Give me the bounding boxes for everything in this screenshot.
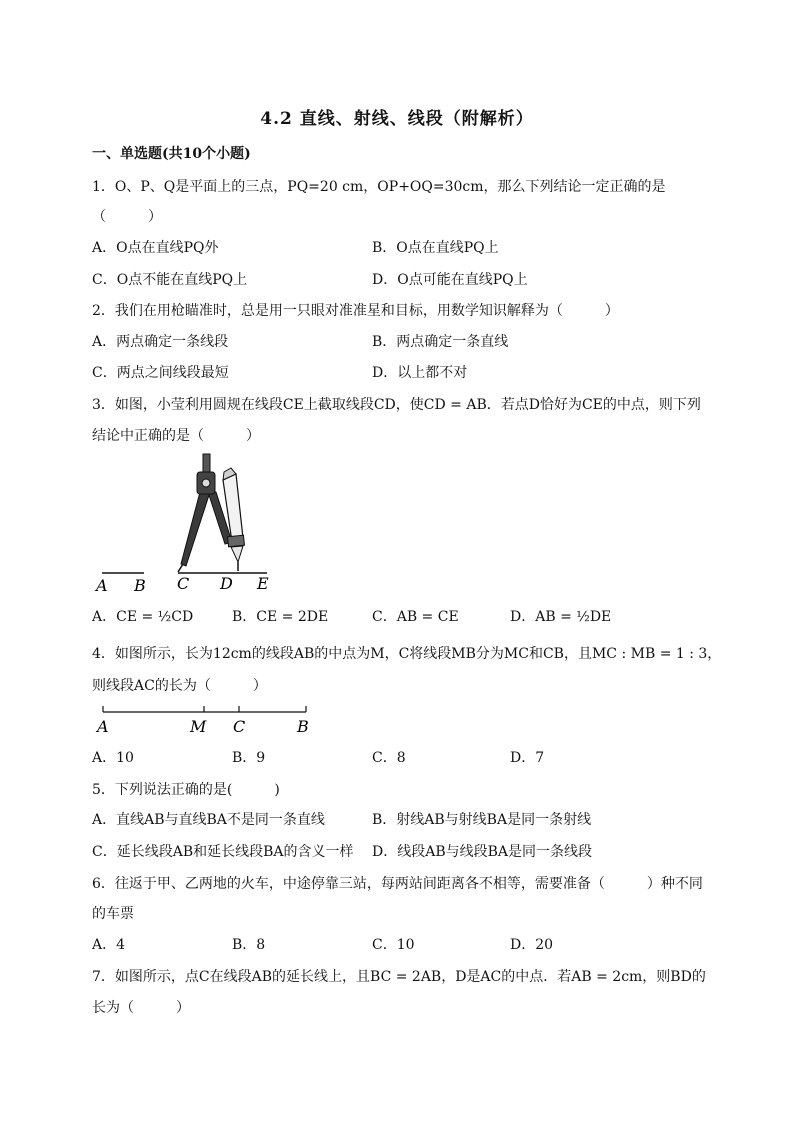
label-c: C: [233, 717, 246, 736]
question-5-option-a: A．直线AB与直线BA不是同一条直线: [92, 812, 325, 828]
label-d: D: [220, 574, 233, 593]
question-1-blank: （ ）: [92, 209, 162, 225]
label-a: A: [97, 717, 109, 736]
question-6-stem: 6．往返于甲、乙两地的火车，中途停靠三站，每两站间距离各不相等，需要准备（ ）种不同: [92, 876, 703, 892]
question-7-stem-continued: 长为（ ）: [92, 1000, 190, 1016]
question-2-option-c: C．两点之间线段最短: [92, 365, 229, 381]
question-4-stem: 4．如图所示，长为12cm的线段AB的中点为M，C将线段MB分为MC和CB，且MC : MB = 1 : 3，: [92, 646, 722, 662]
question-7-stem: 7．如图所示，点C在线段AB的延长线上，且BC = 2AB，D是AC的中点．若AB = 2cm，则BD的: [92, 969, 706, 985]
question-2-option-b: B．两点确定一条直线: [372, 334, 509, 350]
label-e: E: [257, 574, 269, 593]
question-4-option-b: B．9: [232, 750, 266, 766]
question-6-option-c: C．10: [372, 937, 415, 953]
question-3-option-a: A．CE = ½CD: [92, 609, 194, 625]
question-4-option-a: A．10: [92, 750, 134, 766]
label-m: M: [190, 717, 207, 736]
question-6-stem-continued: 的车票: [92, 906, 134, 922]
page-title: 4.2 直线、射线、线段（附解析）: [260, 109, 534, 129]
question-4-option-d: D．7: [510, 750, 545, 766]
question-5-option-d: D．线段AB与线段BA是同一条线段: [372, 844, 593, 860]
compass-figure: [92, 450, 282, 595]
question-3-stem: 3．如图，小莹利用圆规在线段CE上截取线段CD，使CD = AB．若点D恰好为CE的中点，则下列: [92, 397, 701, 413]
compass-handle: [203, 454, 210, 474]
question-2-option-a: A．两点确定一条线段: [92, 334, 229, 350]
label-c: C: [177, 574, 190, 593]
pencil-tip: [231, 546, 243, 562]
question-2-option-d: D．以上都不对: [372, 365, 468, 381]
compass-left-leg: [181, 492, 210, 566]
question-1-option-a: A．O点在直线PQ外: [92, 240, 219, 256]
question-1-option-c: C．O点不能在直线PQ上: [92, 272, 248, 288]
question-4-option-c: C．8: [372, 750, 406, 766]
question-3-option-c: C．AB = CE: [372, 609, 459, 625]
question-3-option-b: B．CE = 2DE: [232, 609, 329, 625]
question-1-option-b: B．O点在直线PQ上: [372, 240, 499, 256]
question-5-option-b: B．射线AB与射线BA是同一条射线: [372, 812, 592, 828]
question-5-option-c: C．延长线段AB和延长线段BA的含义一样: [92, 844, 354, 860]
question-3-option-d: D．AB = ½DE: [510, 609, 612, 625]
question-5-stem: 5．下列说法正确的是( ): [92, 782, 280, 798]
section-heading: 一、单选题(共10个小题): [92, 146, 251, 162]
question-1-option-d: D．O点可能在直线PQ上: [372, 272, 528, 288]
question-6-option-a: A．4: [92, 937, 126, 953]
question-3-stem-continued: 结论中正确的是（ ）: [92, 428, 260, 444]
question-1-stem: 1．O、P、Q是平面上的三点，PQ=20 cm，OP+OQ=30cm，那么下列结论一定正确的是: [92, 179, 666, 195]
segment-figure: [92, 700, 322, 740]
question-4-stem-continued: 则线段AC的长为（ ）: [92, 678, 267, 694]
question-6-option-b: B．8: [232, 937, 266, 953]
label-a: A: [96, 576, 108, 595]
label-b: B: [134, 576, 146, 595]
question-2-stem: 2．我们在用枪瞄准时，总是用一只眼对准准星和目标，用数学知识解释为（ ）: [92, 303, 619, 319]
question-6-option-d: D．20: [510, 937, 554, 953]
label-b: B: [297, 717, 309, 736]
